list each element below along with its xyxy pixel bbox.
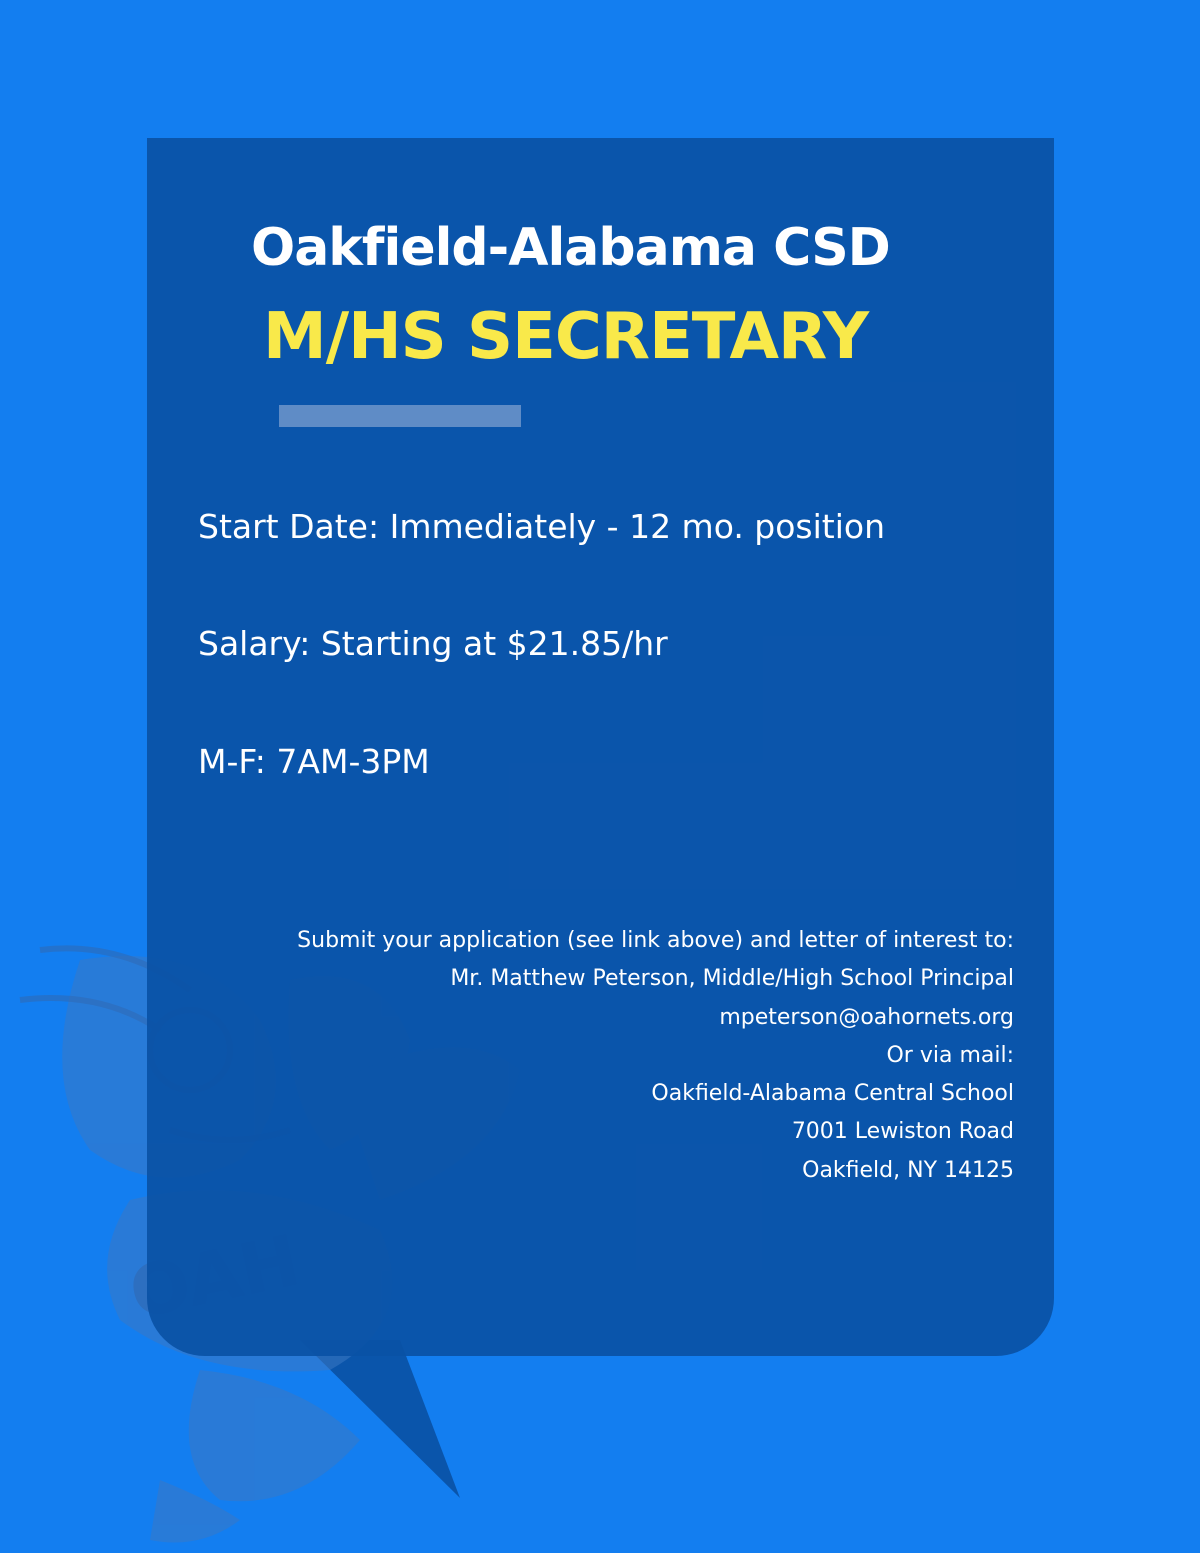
salary: Salary: Starting at $21.85/hr	[198, 624, 668, 663]
submit-instruction: Submit your application (see link above) and letter of interest to:	[297, 928, 1014, 953]
district-title: Oakfield-Alabama CSD	[251, 218, 890, 278]
schedule: M-F: 7AM-3PM	[198, 742, 430, 781]
contact-email[interactable]: mpeterson@oahornets.org	[719, 1004, 1014, 1030]
contact-block	[297, 922, 1014, 1190]
mail-city: Oakfield, NY 14125	[802, 1157, 1014, 1183]
start-date: Start Date: Immediately - 12 mo. position	[198, 507, 886, 546]
divider-bar	[279, 405, 521, 427]
mail-street: 7001 Lewiston Road	[791, 1119, 1014, 1145]
mail-intro: Or via mail:	[886, 1042, 1014, 1068]
contact-name: Mr. Matthew Peterson, Middle/High School Principal	[450, 966, 1014, 992]
position-title: M/HS SECRETARY	[263, 300, 869, 374]
mail-school: Oakfield-Alabama Central School	[651, 1081, 1014, 1107]
